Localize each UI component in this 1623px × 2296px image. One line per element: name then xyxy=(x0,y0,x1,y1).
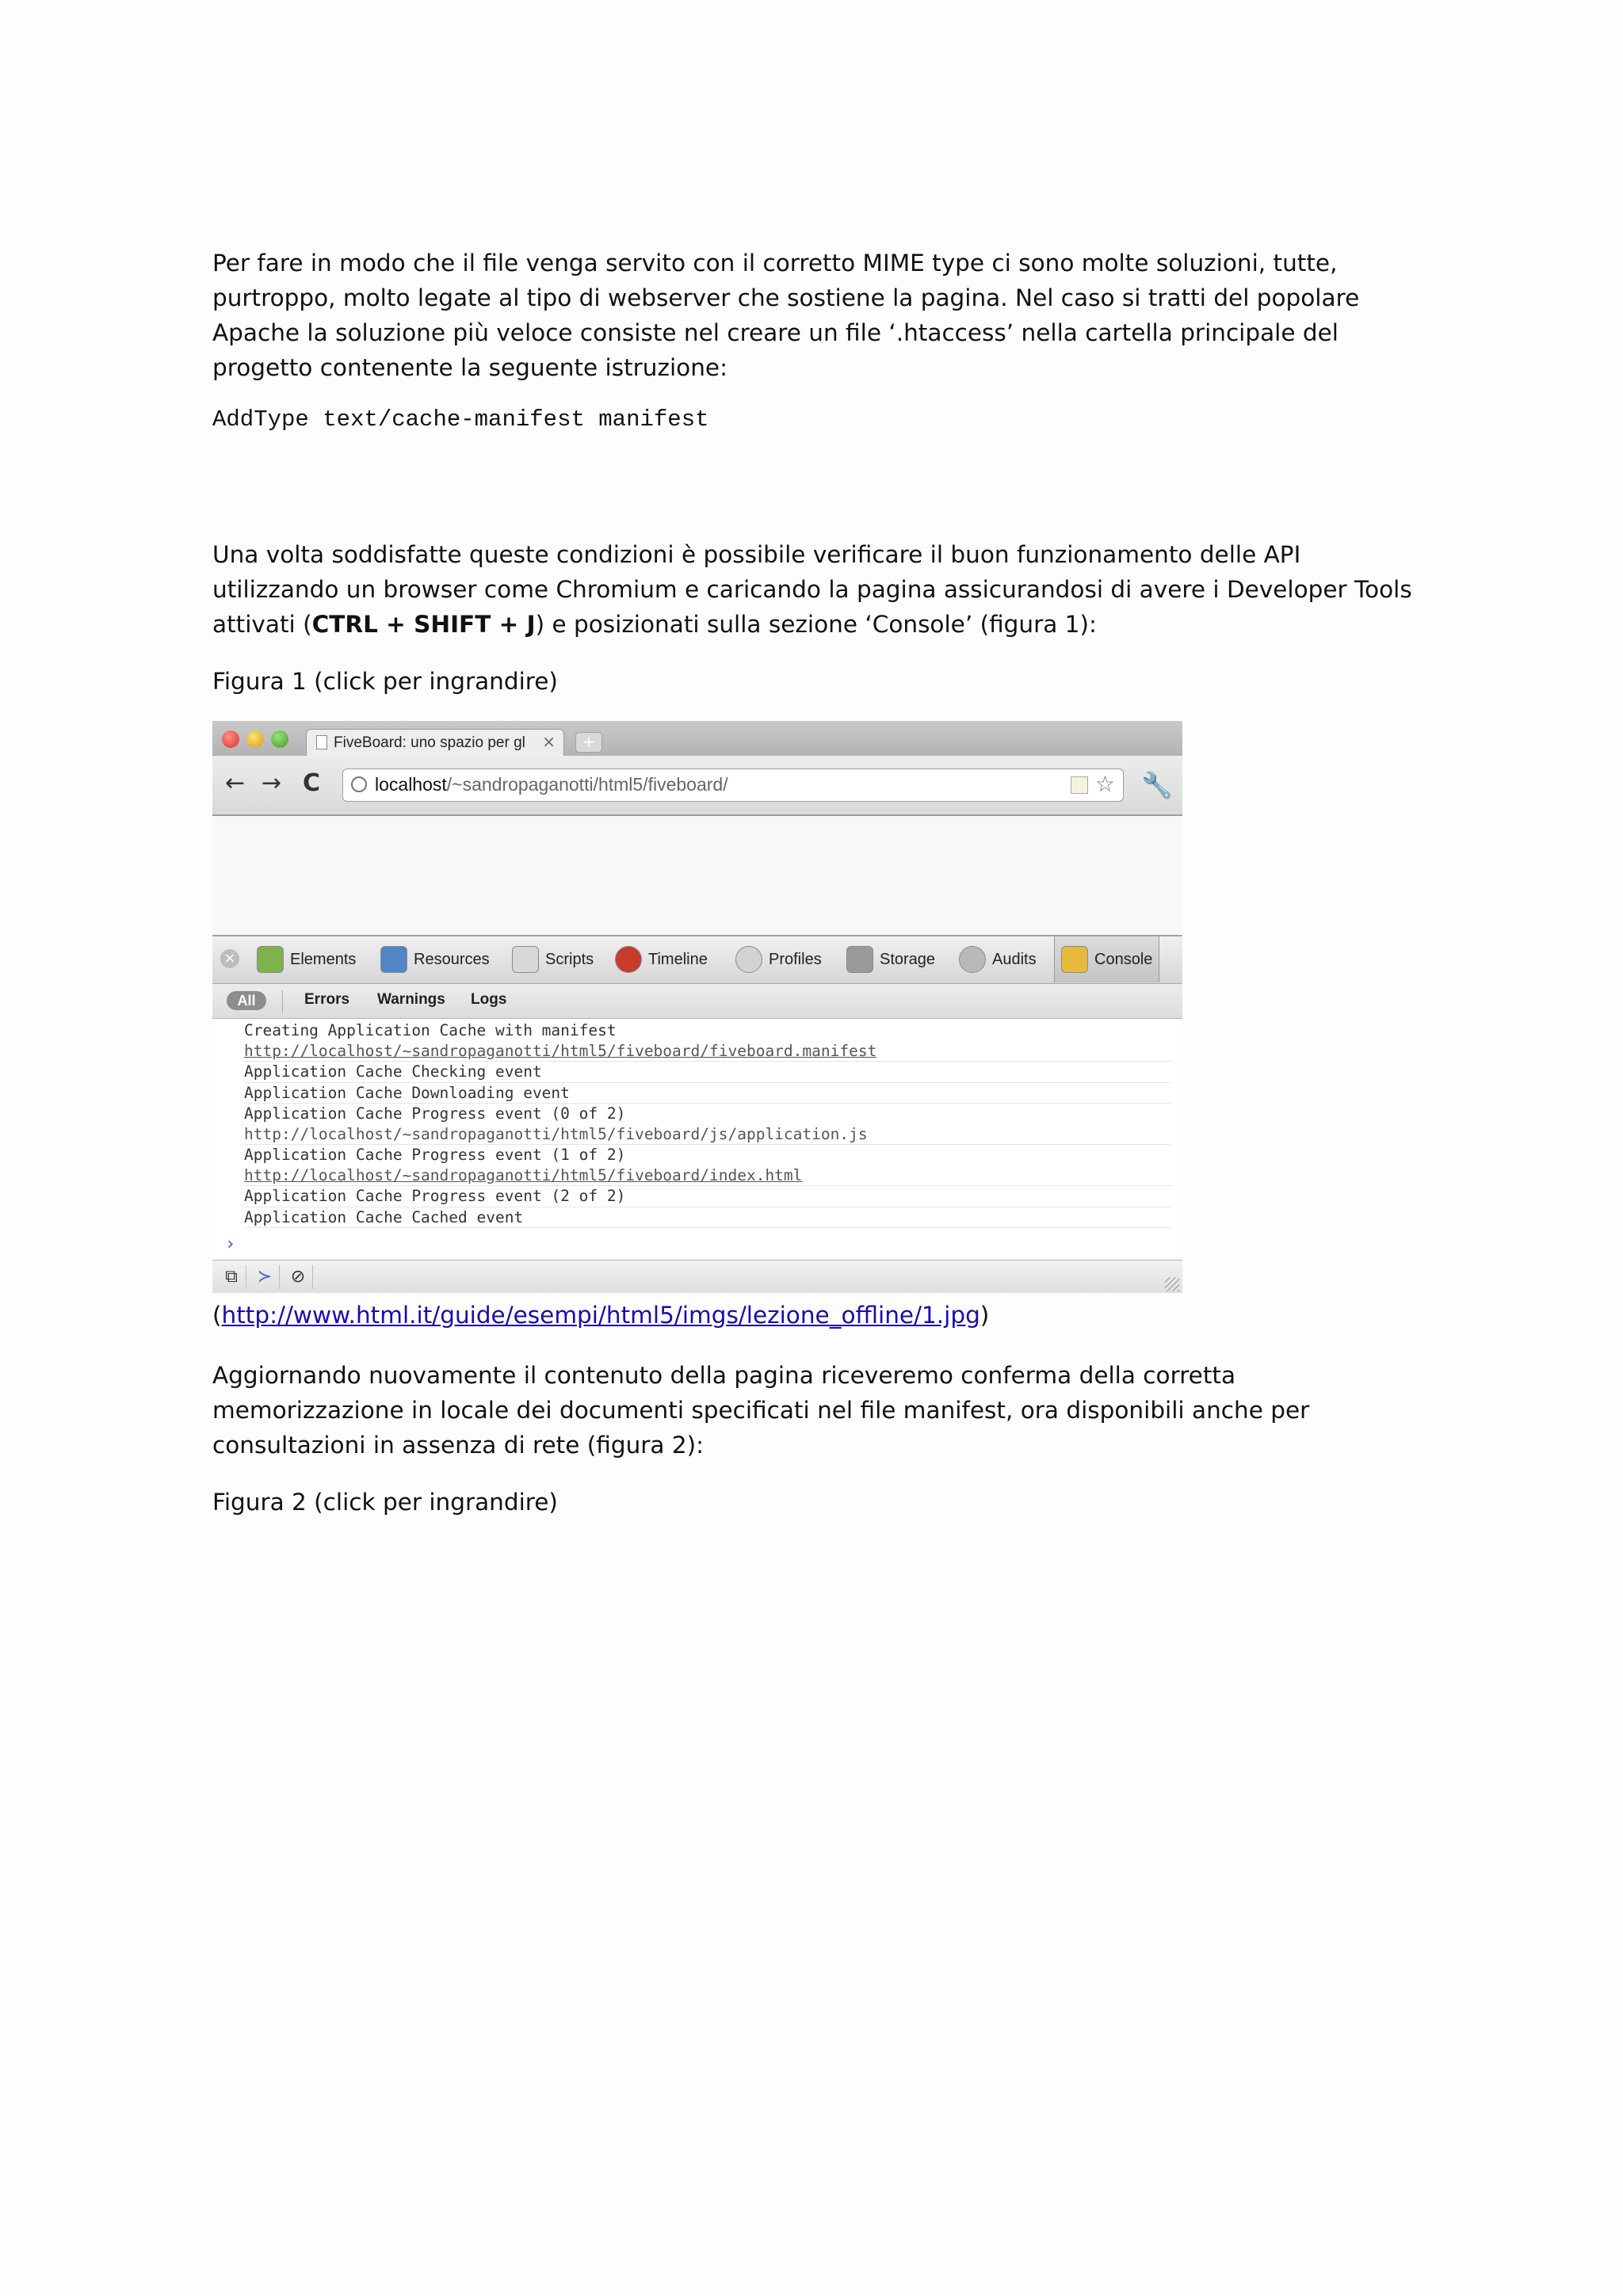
devtools-status-bar xyxy=(212,1260,1182,1293)
tab-console[interactable] xyxy=(1054,936,1159,982)
close-window-icon[interactable] xyxy=(222,730,239,748)
console-line xyxy=(244,1104,1171,1145)
paragraph-chromium-text-end: ) e posizionati sulla sezione ‘Console’ (figura 1): xyxy=(535,611,1097,638)
tab-scripts[interactable] xyxy=(512,936,594,982)
elements-icon xyxy=(257,946,284,973)
scripts-icon xyxy=(512,946,539,973)
tab-audits[interactable] xyxy=(959,936,1037,982)
figure-1-browser-screenshot[interactable] xyxy=(212,721,1182,1293)
paragraph-chromium-text: Una volta soddisfatte queste condizioni è possibile verificare il buon funzionamento delle API utilizzando un browser come Chromium e caricando la pagina assicurandosi di avere i Developer Tools attivati ( xyxy=(212,541,1412,638)
wrench-menu-icon[interactable]: 🔧 xyxy=(1141,770,1173,800)
url-text xyxy=(375,774,728,795)
devtools-toolbar xyxy=(212,936,1182,984)
console-toggle-icon[interactable]: ≻ xyxy=(250,1265,280,1289)
document-body-continued xyxy=(212,1358,1417,1520)
minimize-window-icon[interactable] xyxy=(246,730,264,748)
resources-icon xyxy=(380,946,407,973)
browser-tab-bar xyxy=(212,721,1182,756)
console-line-url: http://localhost/~sandropaganotti/html5/fiveboard/js/application.js xyxy=(244,1124,868,1143)
console-prompt[interactable]: › xyxy=(225,1234,236,1254)
caption-close-paren: ) xyxy=(980,1302,990,1329)
filter-logs-button[interactable]: Logs xyxy=(471,991,507,1008)
paragraph-mime-type: Per fare in modo che il file venga servito con il corretto MIME type ci sono molte soluzioni, tutte, purtroppo, molto legate al tipo di webserver che sostiene la pagina. Nel caso si tratti del popolare Apache la soluzione più veloce consiste nel creare un file ‘.htaccess’ nella cartella principale del progetto contenente la seguente istruzione: xyxy=(212,250,1360,381)
figure-1-caption xyxy=(212,1298,989,1333)
console-line-url[interactable]: http://localhost/~sandropaganotti/html5/fiveboard/index.html xyxy=(244,1165,803,1184)
globe-icon xyxy=(351,776,367,792)
filter-errors-button[interactable]: Errors xyxy=(304,991,350,1008)
page-action-icon[interactable] xyxy=(1071,776,1088,794)
paragraph-chromium xyxy=(212,537,1417,642)
console-line-url[interactable]: http://localhost/~sandropaganotti/html5/fiveboard/fiveboard.manifest xyxy=(244,1041,877,1060)
console-filter-bar xyxy=(212,984,1182,1019)
new-tab-button[interactable]: + xyxy=(575,732,602,753)
caption-open-paren: ( xyxy=(212,1302,222,1329)
tab-resources-label: Resources xyxy=(414,950,490,968)
close-devtools-icon[interactable]: × xyxy=(220,949,239,968)
console-icon xyxy=(1061,946,1088,973)
close-tab-icon[interactable]: × xyxy=(542,732,556,751)
tab-profiles[interactable] xyxy=(735,936,822,982)
tab-audits-label: Audits xyxy=(992,950,1037,968)
zoom-window-icon[interactable] xyxy=(271,730,288,748)
console-line-text: Application Cache Cached event xyxy=(244,1207,524,1226)
tab-scripts-label: Scripts xyxy=(545,950,594,968)
console-line xyxy=(244,1186,1171,1207)
code-addtype: AddType text/cache-manifest manifest xyxy=(212,406,709,433)
bookmark-star-icon[interactable]: ☆ xyxy=(1094,771,1115,797)
tab-elements[interactable] xyxy=(257,936,356,982)
figure-2-label[interactable]: Figura 2 (click per ingrandire) xyxy=(212,1489,558,1516)
console-output xyxy=(244,1020,1171,1228)
tab-title: FiveBoard: uno spazio per gl xyxy=(334,734,525,751)
tab-elements-label: Elements xyxy=(290,950,357,968)
tab-profiles-label: Profiles xyxy=(769,950,822,968)
tab-console-label: Console xyxy=(1094,950,1153,968)
browser-toolbar xyxy=(212,756,1182,816)
timeline-icon xyxy=(615,946,642,973)
document-body xyxy=(212,246,1417,699)
developer-tools-panel xyxy=(212,935,1182,1293)
console-line-text: Application Cache Progress event (2 of 2) xyxy=(244,1187,626,1205)
console-line xyxy=(244,1083,1171,1104)
clear-console-icon[interactable]: ⊘ xyxy=(284,1265,313,1289)
console-line-text: Application Cache Downloading event xyxy=(244,1083,570,1102)
address-bar[interactable] xyxy=(342,769,1124,802)
resize-grip-icon[interactable] xyxy=(1165,1277,1179,1291)
filter-warnings-button[interactable]: Warnings xyxy=(377,991,445,1008)
url-path: /~sandropaganotti/html5/fiveboard/ xyxy=(446,774,728,795)
page-icon xyxy=(316,735,327,749)
filter-all-button[interactable]: All xyxy=(227,991,266,1010)
back-arrow-icon[interactable]: ← xyxy=(225,769,246,797)
console-line xyxy=(244,1145,1171,1186)
console-line-text: Creating Application Cache with manifest xyxy=(244,1021,617,1039)
console-line xyxy=(244,1207,1171,1229)
console-line xyxy=(244,1020,1171,1062)
tab-storage[interactable] xyxy=(846,936,935,982)
figure-1-link[interactable]: http://www.html.it/guide/esempi/html5/imgs/lezione_offline/1.jpg xyxy=(221,1302,980,1329)
figure-1-label[interactable]: Figura 1 (click per ingrandire) xyxy=(212,668,558,695)
audits-icon xyxy=(959,946,986,973)
tab-timeline[interactable] xyxy=(615,936,708,982)
dock-icon[interactable]: ⧉ xyxy=(217,1265,246,1289)
reload-icon[interactable]: C xyxy=(303,769,321,797)
tab-resources[interactable] xyxy=(380,936,490,982)
storage-icon xyxy=(846,946,873,973)
profiles-icon xyxy=(735,946,762,973)
forward-arrow-icon[interactable]: → xyxy=(262,769,282,797)
tab-storage-label: Storage xyxy=(880,950,936,968)
url-host: localhost xyxy=(375,774,447,795)
paragraph-manifest-confirmation: Aggiornando nuovamente il contenuto della pagina riceveremo conferma della corretta memorizzazione in locale dei documenti specificati nel file manifest, ora disponibili anche per consultazioni in assenza di rete (figura 2): xyxy=(212,1362,1310,1459)
page-viewport xyxy=(212,816,1182,935)
browser-tab[interactable] xyxy=(306,729,564,756)
shortcut-keys: CTRL + SHIFT + J xyxy=(311,611,536,638)
tab-timeline-label: Timeline xyxy=(648,950,708,968)
filter-separator xyxy=(282,990,283,1013)
console-line xyxy=(244,1062,1171,1083)
console-line-text: Application Cache Progress event (1 of 2) xyxy=(244,1146,626,1164)
console-line-text: Application Cache Progress event (0 of 2) xyxy=(244,1104,626,1123)
console-line-text: Application Cache Checking event xyxy=(244,1062,542,1081)
